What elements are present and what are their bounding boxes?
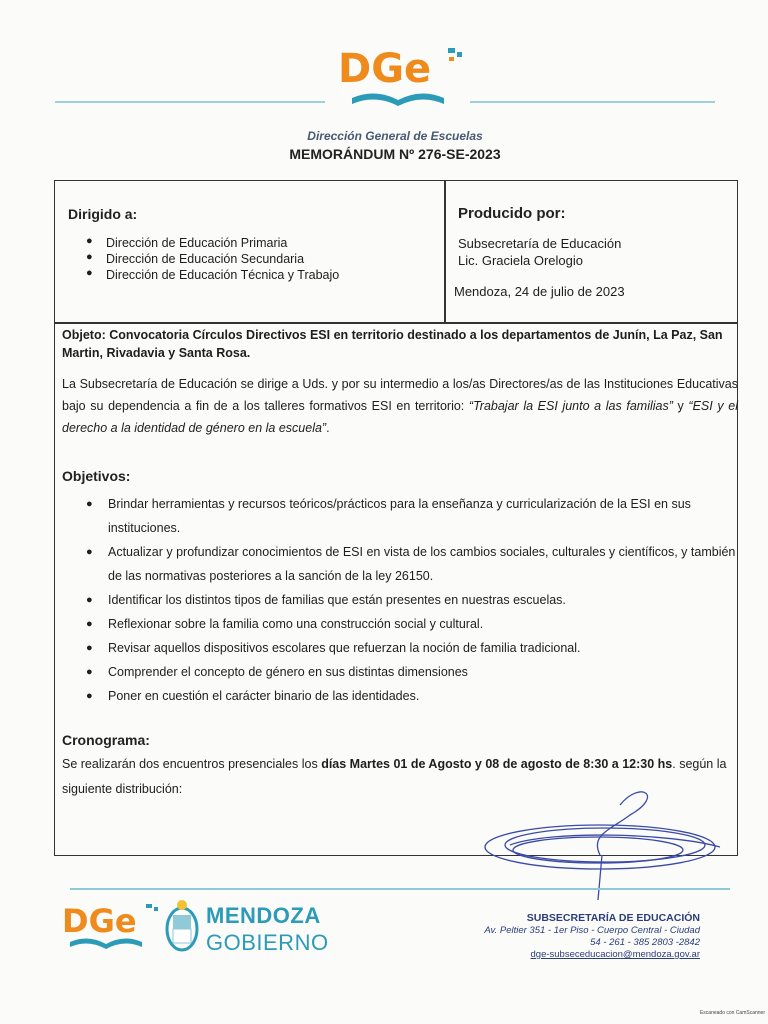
list-item (86, 660, 736, 684)
producido-title: Producido por: (458, 205, 566, 222)
frame-column-divider (444, 180, 446, 322)
objetivo-item: Comprender el concepto de género en sus distintas dimensiones (108, 665, 468, 679)
gov-name-line2: GOBIERNO (206, 930, 329, 955)
objetivo-item: Revisar aquellos dispositivos escolares que refuerzan la noción de familia tradicional. (108, 641, 581, 655)
footer-office: SUBSECRETARÍA DE EDUCACIÓN (526, 912, 700, 924)
org-name: Dirección General de Escuelas (307, 129, 483, 143)
bullet-icon: ● (86, 618, 93, 630)
objetivo-item: Brindar herramientas y recursos teóricos/prácticos para la enseñanza y curricularización de la ESI en sus instituciones. (108, 497, 691, 535)
memo-intro (62, 373, 738, 439)
open-book-icon (352, 93, 444, 106)
list-item (86, 267, 436, 283)
footer-rule (70, 888, 730, 890)
intro-connector: y (672, 399, 689, 413)
dge-footer-logo-text: DGe (62, 902, 137, 940)
objetivo-item: Reflexionar sobre la familia como una construcción social y cultural. (108, 617, 484, 631)
list-item (86, 540, 736, 588)
dge-logo (330, 40, 470, 120)
dge-footer-logo (62, 896, 162, 956)
bullet-icon: ● (86, 251, 93, 263)
bullet-icon: ● (86, 498, 93, 510)
memo-date: Mendoza, 24 de julio de 2023 (454, 284, 625, 299)
scan-note: Escaneado con CamScanner (699, 1010, 765, 1016)
objetivos-title: Objetivos: (62, 468, 131, 484)
intro-workshop-2: “ESI y el derecho a la identidad de género en la escuela” (62, 399, 738, 435)
memo-subject: Objeto: Convocatoria Círculos Directivos ESI en territorio destinado a los departamentos de Junín, La Paz, San Martin, Rivadavia y Santa Rosa. (62, 328, 723, 360)
objetivo-item: Poner en cuestión el carácter binario de las identidades. (108, 689, 420, 703)
cronograma-end: . según la siguiente distribución: (62, 757, 727, 796)
mendoza-shield-icon (163, 897, 201, 955)
list-item (86, 235, 436, 251)
producido-office: Subsecretaría de Educación (458, 236, 622, 251)
intro-end: . (326, 421, 330, 435)
open-book-icon (70, 938, 142, 949)
footer-email-link[interactable]: dge-subseceducacion@mendoza.gov.ar (530, 949, 700, 960)
dirigido-item: Dirección de Educación Secundaria (106, 252, 305, 266)
list-item (86, 612, 736, 636)
dirigido-title: Dirigido a: (68, 206, 138, 222)
dge-logo-text: DGe (338, 46, 432, 92)
logo-dot-1 (448, 48, 455, 53)
handwritten-signature (470, 775, 750, 905)
bullet-icon: ● (86, 546, 93, 558)
dirigido-item: Dirección de Educación Primaria (106, 236, 288, 250)
bullet-icon: ● (86, 235, 93, 247)
list-item (86, 588, 736, 612)
footer-phone: 54 - 261 - 385 2803 -2842 (590, 937, 700, 948)
objetivo-item: Actualizar y profundizar conocimientos de ESI en vista de los cambios sociales, culturales y científicos, y también de las normativas posteriores a la sanción de la ley 26150. (108, 545, 736, 583)
cronograma-title: Cronograma: (62, 732, 150, 748)
bullet-icon: ● (86, 666, 93, 678)
producido-person: Lic. Graciela Orelogio (458, 253, 583, 268)
cronograma-start: Se realizarán dos encuentros presenciales los (62, 757, 322, 771)
gov-name-line1: MENDOZA (206, 903, 321, 928)
bullet-icon: ● (86, 267, 93, 279)
header-rule-left (55, 101, 325, 103)
bullet-icon: ● (86, 642, 93, 654)
intro-workshop-1: “Trabajar la ESI junto a las familias” (468, 399, 673, 413)
intro-text: La Subsecretaría de Educación se dirige a Uds. y por su intermedio a los/as Directores/as de las Instituciones Educativas bajo su dependencia a fin de a los talleres formativos ESI en territorio: (62, 377, 738, 413)
bullet-icon: ● (86, 594, 93, 606)
dirigido-list (86, 235, 436, 283)
logo-dot-3 (449, 57, 454, 61)
dirigido-item: Dirección de Educación Técnica y Trabajo (106, 268, 340, 282)
objetivo-item: Identificar los distintos tipos de familias que están presentes en nuestras escuelas. (108, 593, 566, 607)
frame-row-divider (54, 322, 738, 324)
bullet-icon: ● (86, 690, 93, 702)
logo-dot-2 (457, 52, 462, 57)
list-item (86, 492, 736, 540)
objetivos-list (86, 492, 736, 708)
cronograma-dates: días Martes 01 de Agosto y 08 de agosto de 8:30 a 12:30 hs (321, 757, 673, 771)
header-rule-right (470, 101, 715, 103)
list-item (86, 251, 436, 267)
footer-address: Av. Peltier 351 - 1er Piso - Cuerpo Central - Ciudad (484, 925, 700, 936)
list-item (86, 636, 736, 660)
list-item (86, 684, 736, 708)
memo-number: MEMORÁNDUM Nº 276-SE-2023 (289, 146, 501, 162)
